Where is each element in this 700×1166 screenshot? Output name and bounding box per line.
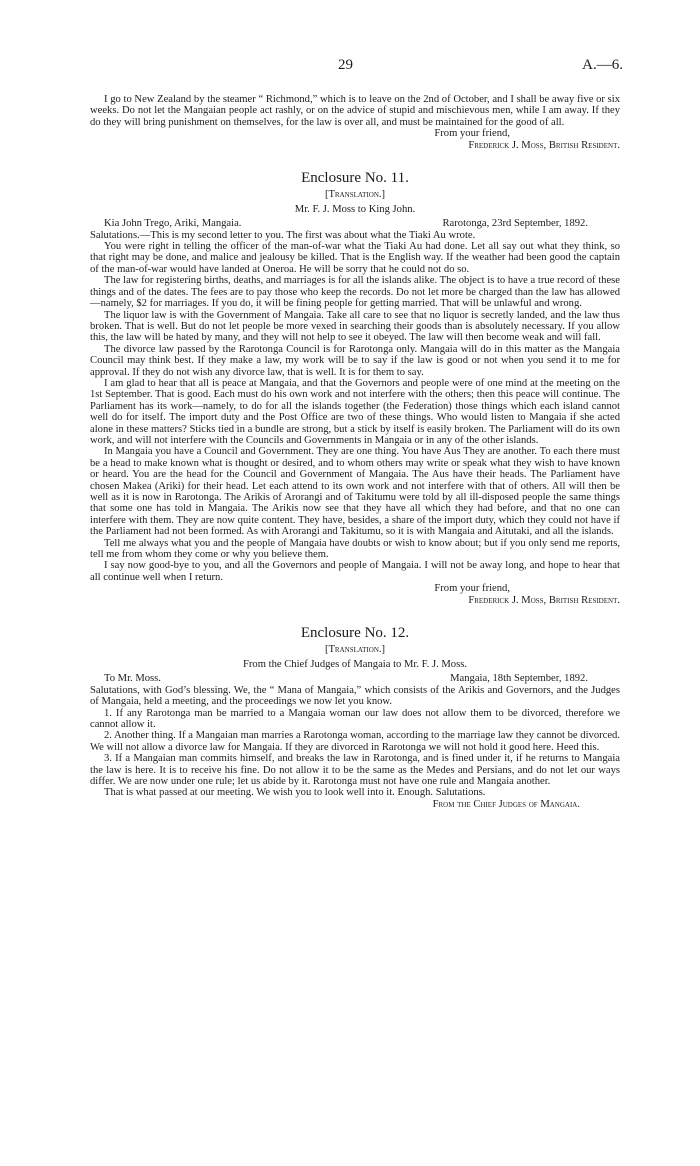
enclosure-11-translation: [Translation.] bbox=[324, 189, 386, 201]
enclosure-12-heading: From the Chief Judges of Mangaia to Mr. F. J. Moss. bbox=[243, 658, 467, 670]
enclosure-11-paragraph: I am glad to hear that all is peace at Mangaia, and that the Governors and people were of one mind at the meeting on the 1st September. That is good. Each must do his own work and not interfere with the others; then this peace will continue. The Parliament has its work—namely, to do for all the islands together (the Federation) those things which each island cannot well do for itself. The import duty and the Post Office are two of these things. Who would listen to Mangaia if she acted alone in these matters? Sticks tied in a bundle are strong, but a stick by itself is easily broken. The Parliament will do its own work, and will not interfere with the Councils and Governments in Mangaia or in any of the other islands. bbox=[90, 377, 620, 446]
intro-paragraph: I go to New Zealand by the steamer “ Richmond,” which is to leave on the 2nd of October, and I shall be away five or six weeks. Do not let the Mangaian people act rashly, or on the advice of stupid and mischievous men, while I am away. If they do they will bring punishment on themselves, for the law is over all, and must be maintained for the good of all. bbox=[90, 94, 620, 128]
enclosure-12-signature: From the Chief Judges of Mangaia. bbox=[432, 798, 580, 810]
enclosure-12-address bbox=[90, 673, 620, 684]
enclosure-11-paragraph: You were right in telling the officer of the man-of-war what the Tiaki Au had done. Let all say out what they think, so that right may be done, and malice and jealousy be killed. That is the English way. If the weather had been good the captain of the man-of-war would have landed at Onerоа. He will be sorry that he could not do so. bbox=[90, 241, 620, 275]
enclosure-12 bbox=[90, 625, 620, 810]
enclosure-11-paragraph: I say now good-bye to you, and all the Governors and people of Mangaia. I will not be away long, and hope to hear that all continue well when I return. bbox=[90, 560, 620, 583]
intro-signature: Frederick J. Moss, British Resident. bbox=[468, 139, 620, 151]
intro-section bbox=[90, 94, 620, 151]
enclosure-11-address-right: Rarotonga, 23rd September, 1892. bbox=[442, 218, 588, 230]
document-reference: A.—6. bbox=[582, 57, 623, 73]
enclosure-12-translation: [Translation.] bbox=[324, 644, 386, 656]
enclosure-12-address-right: Mangaia, 18th September, 1892. bbox=[450, 673, 588, 685]
enclosure-11-title: Enclosure No. 11. bbox=[301, 170, 409, 187]
enclosure-12-paragraph: 2. Another thing. If a Mangaian man marries a Rarotonga woman, according to the marriage law they cannot be divorced. We will not allow a divorce law for Mangaia. If they are divorced in Rarotonga we will not hold it good here. Heed this. bbox=[90, 730, 620, 753]
enclosure-12-paragraph: Salutations, with God’s blessing. We, the “ Mana of Mangaia,” which consists of the Arikis and Governors, and the Judges of Mangaia, held a meeting, and the proceedings we now let you know. bbox=[90, 684, 620, 708]
document-page bbox=[90, 0, 623, 810]
enclosure-11-paragraph: Tell me always what you and the people of Mangaia have doubts or wish to know about; but if you only send me reports, tell me from whom they come or why you believe them. bbox=[90, 537, 620, 561]
enclosure-11-heading: Mr. F. J. Moss to King John. bbox=[294, 203, 416, 215]
enclosure-11-address-left: Kia John Trego, Ariki, Mangaia. bbox=[104, 218, 242, 230]
enclosure-11 bbox=[90, 170, 620, 606]
enclosure-12-paragraph: 3. If a Mangaian man commits himself, and breaks the law in Rarotonga, and is fined under it, if he returns to Mangaia the law is here. It is to receive his fine. Do not allow it to be the same as the Medes and Persians, and do not let our ways differ. We are now under one rule; let us abide by it. Rarotonga must not have one rule and Mangaia another. bbox=[90, 753, 620, 787]
enclosure-11-paragraph: In Mangaia you have a Council and Government. They are one thing. You have Aus They are another. To each there must be a head to make known what is thought or desired, and to whom others may write or speak what they wish to have known or heard. You are the head for the Council and Government of Mangaia. The Aus have their heads. The Parliament have chosen Makea (Ariki) for their head. Let each attend to its own work and not interfere with that of others. All will then be well as it is now in Rarotonga. The Arikis of Arorangi and of Takitumu were told by all ill-disposed people the same things that some one has told in Mangaia. The Arikis now see that they have all which they had before, and that no one can interfere with them. They are now quite content. They have, besides, a share of the import duty, which they could not have if the Parliament had not been formed. As with Arorangi and Takitumu, so it is with Mangaia and Aitutaki, and all the islands. bbox=[90, 446, 620, 538]
enclosure-11-paragraph: Salutations.—This is my second letter to you. The first was about what the Tiaki Au wrote. bbox=[90, 229, 476, 241]
enclosure-11-paragraph: The liquor law is with the Government of Mangaia. Take all care to see that no liquor is secretly landed, and the law thus broken. That is well. But do not let people be more vexed in searching their goods than is absolutely necessary. If you allow this, the law will be hated by many, and they will not help to see it obeyed. The law will then become weak and will fall. bbox=[90, 309, 620, 344]
enclosure-12-paragraph: 1. If any Rarotonga man be married to a Mangaia woman our law does not allow them to be divorced, therefore we cannot allow it. bbox=[90, 707, 620, 730]
enclosure-12-paragraph: That is what passed at our meeting. We wish you to look well into it. Enough. Salutations. bbox=[104, 787, 486, 799]
intro-closing: From your friend, bbox=[434, 128, 510, 140]
page-number: 29 bbox=[338, 57, 353, 73]
enclosure-11-paragraph: The law for registering births, deaths, and marriages is for all the islands alike. The object is to have a true record of these things and of the dates. The fees are to pay those who keep the records. Do not let more be charged than the law has allowed—namely, $2 for marriages. If you do, it will be fining people for getting married. That will be unlawful and wrong. bbox=[90, 275, 620, 310]
enclosure-12-title: Enclosure No. 12. bbox=[300, 625, 410, 642]
enclosure-11-closing: From your friend, bbox=[434, 583, 510, 595]
enclosure-11-signature: Frederick J. Moss, British Resident. bbox=[468, 594, 620, 606]
enclosure-12-address-left: To Mr. Moss. bbox=[104, 673, 161, 685]
enclosure-11-paragraph: The divorce law passed by the Rarotonga Council is for Rarotonga only. Mangaia will do in this matter as the Mangaia Council may think best. If they make a law, my work will be to say if the law is good or not when you send it to me for approval. If they do not wish any divorce law, that is well. It is for them to say. bbox=[90, 343, 620, 378]
page-header bbox=[90, 0, 623, 80]
enclosure-11-address bbox=[90, 218, 620, 229]
